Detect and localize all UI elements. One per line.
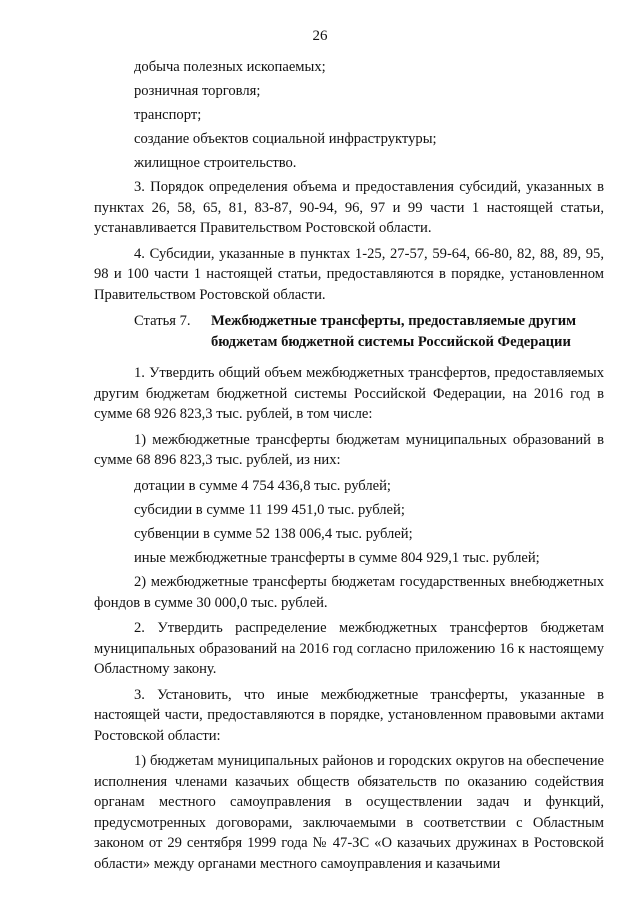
list-item: добыча полезных ископаемых; <box>134 59 326 75</box>
list-item: розничная торговля; <box>134 83 261 100</box>
sub-item: субвенции в сумме 52 138 006,4 тыс. рублей; <box>134 526 413 543</box>
sub-item: дотации в сумме 4 754 436,8 тыс. рублей; <box>134 477 391 494</box>
document-body <box>94 57 604 879</box>
sub-item: иные межбюджетные трансферты в сумме 804 929,1 тыс. рублей; <box>134 550 540 567</box>
article-paragraph-3: 3. Установить, что иные межбюджетные трансферты, указанные в настоящей части, предоставляются в порядке, установленном правовыми актами Ростовской области: <box>94 686 604 744</box>
list-item: транспорт; <box>134 107 202 124</box>
paragraph-3: 3. Порядок определения объема и предоставления субсидий, указанных в пунктах 26, 58, 65, 81, 83-87, 90-94, 96, 97 и 99 части 1 настоящей статьи, устанавливается Правительством Ростовской области. <box>94 179 604 237</box>
page-number: 26 <box>312 28 328 44</box>
article-paragraph-1: 1. Утвердить общий объем межбюджетных трансфертов, предоставляемых другим бюджетам бюджетной системы Российской Федерации, на 2016 год в сумме 68 926 823,3 тыс. рублей, в том числе: <box>94 365 604 423</box>
list-item: жилищное строительство. <box>134 155 297 172</box>
paragraph-4: 4. Субсидии, указанные в пунктах 1-25, 27-57, 59-64, 66-80, 82, 88, 89, 95, 98 и 100 части 1 настоящей статьи, предоставляются в порядке, установленном Правительством Ростовской области. <box>94 245 604 303</box>
article-paragraph-3-item-1: 1) бюджетам муниципальных районов и городских округов на обеспечение исполнения членами казачьих обществ обязательств по оказанию содействия органам местного самоуправления в осуществлении задач и функций, предусмотренных договорами, заключаемыми в соответствии с Областным законом от 29 сентября 1999 года № 47-ЗС «О казачьих дружинах в Ростовской области» между органами местного самоуправления и казачьими <box>94 753 604 872</box>
article-item-1: 1) межбюджетные трансферты бюджетам муниципальных образований в сумме 68 896 823,3 тыс. рублей, из них: <box>94 431 604 469</box>
article-item-2: 2) межбюджетные трансферты бюджетам государственных внебюджетных фондов в сумме 30 000,0 тыс. рублей. <box>94 574 604 611</box>
sub-item: субсидии в сумме 11 199 451,0 тыс. рублей; <box>134 502 405 519</box>
list-item: создание объектов социальной инфраструктуры; <box>134 131 437 148</box>
article-heading <box>94 311 604 352</box>
article-title <box>211 311 604 352</box>
article-number: Статья 7. <box>134 313 191 330</box>
article-title-line-1: Межбюджетные трансферты, предоставляемые другим <box>211 313 577 330</box>
article-title-line-2: бюджетам бюджетной системы Российской Федерации <box>211 333 571 350</box>
article-paragraph-2: 2. Утвердить распределение межбюджетных трансфертов бюджетам муниципальных образований на 2016 год согласно приложению 16 к настоящему Областному закону. <box>94 620 604 678</box>
